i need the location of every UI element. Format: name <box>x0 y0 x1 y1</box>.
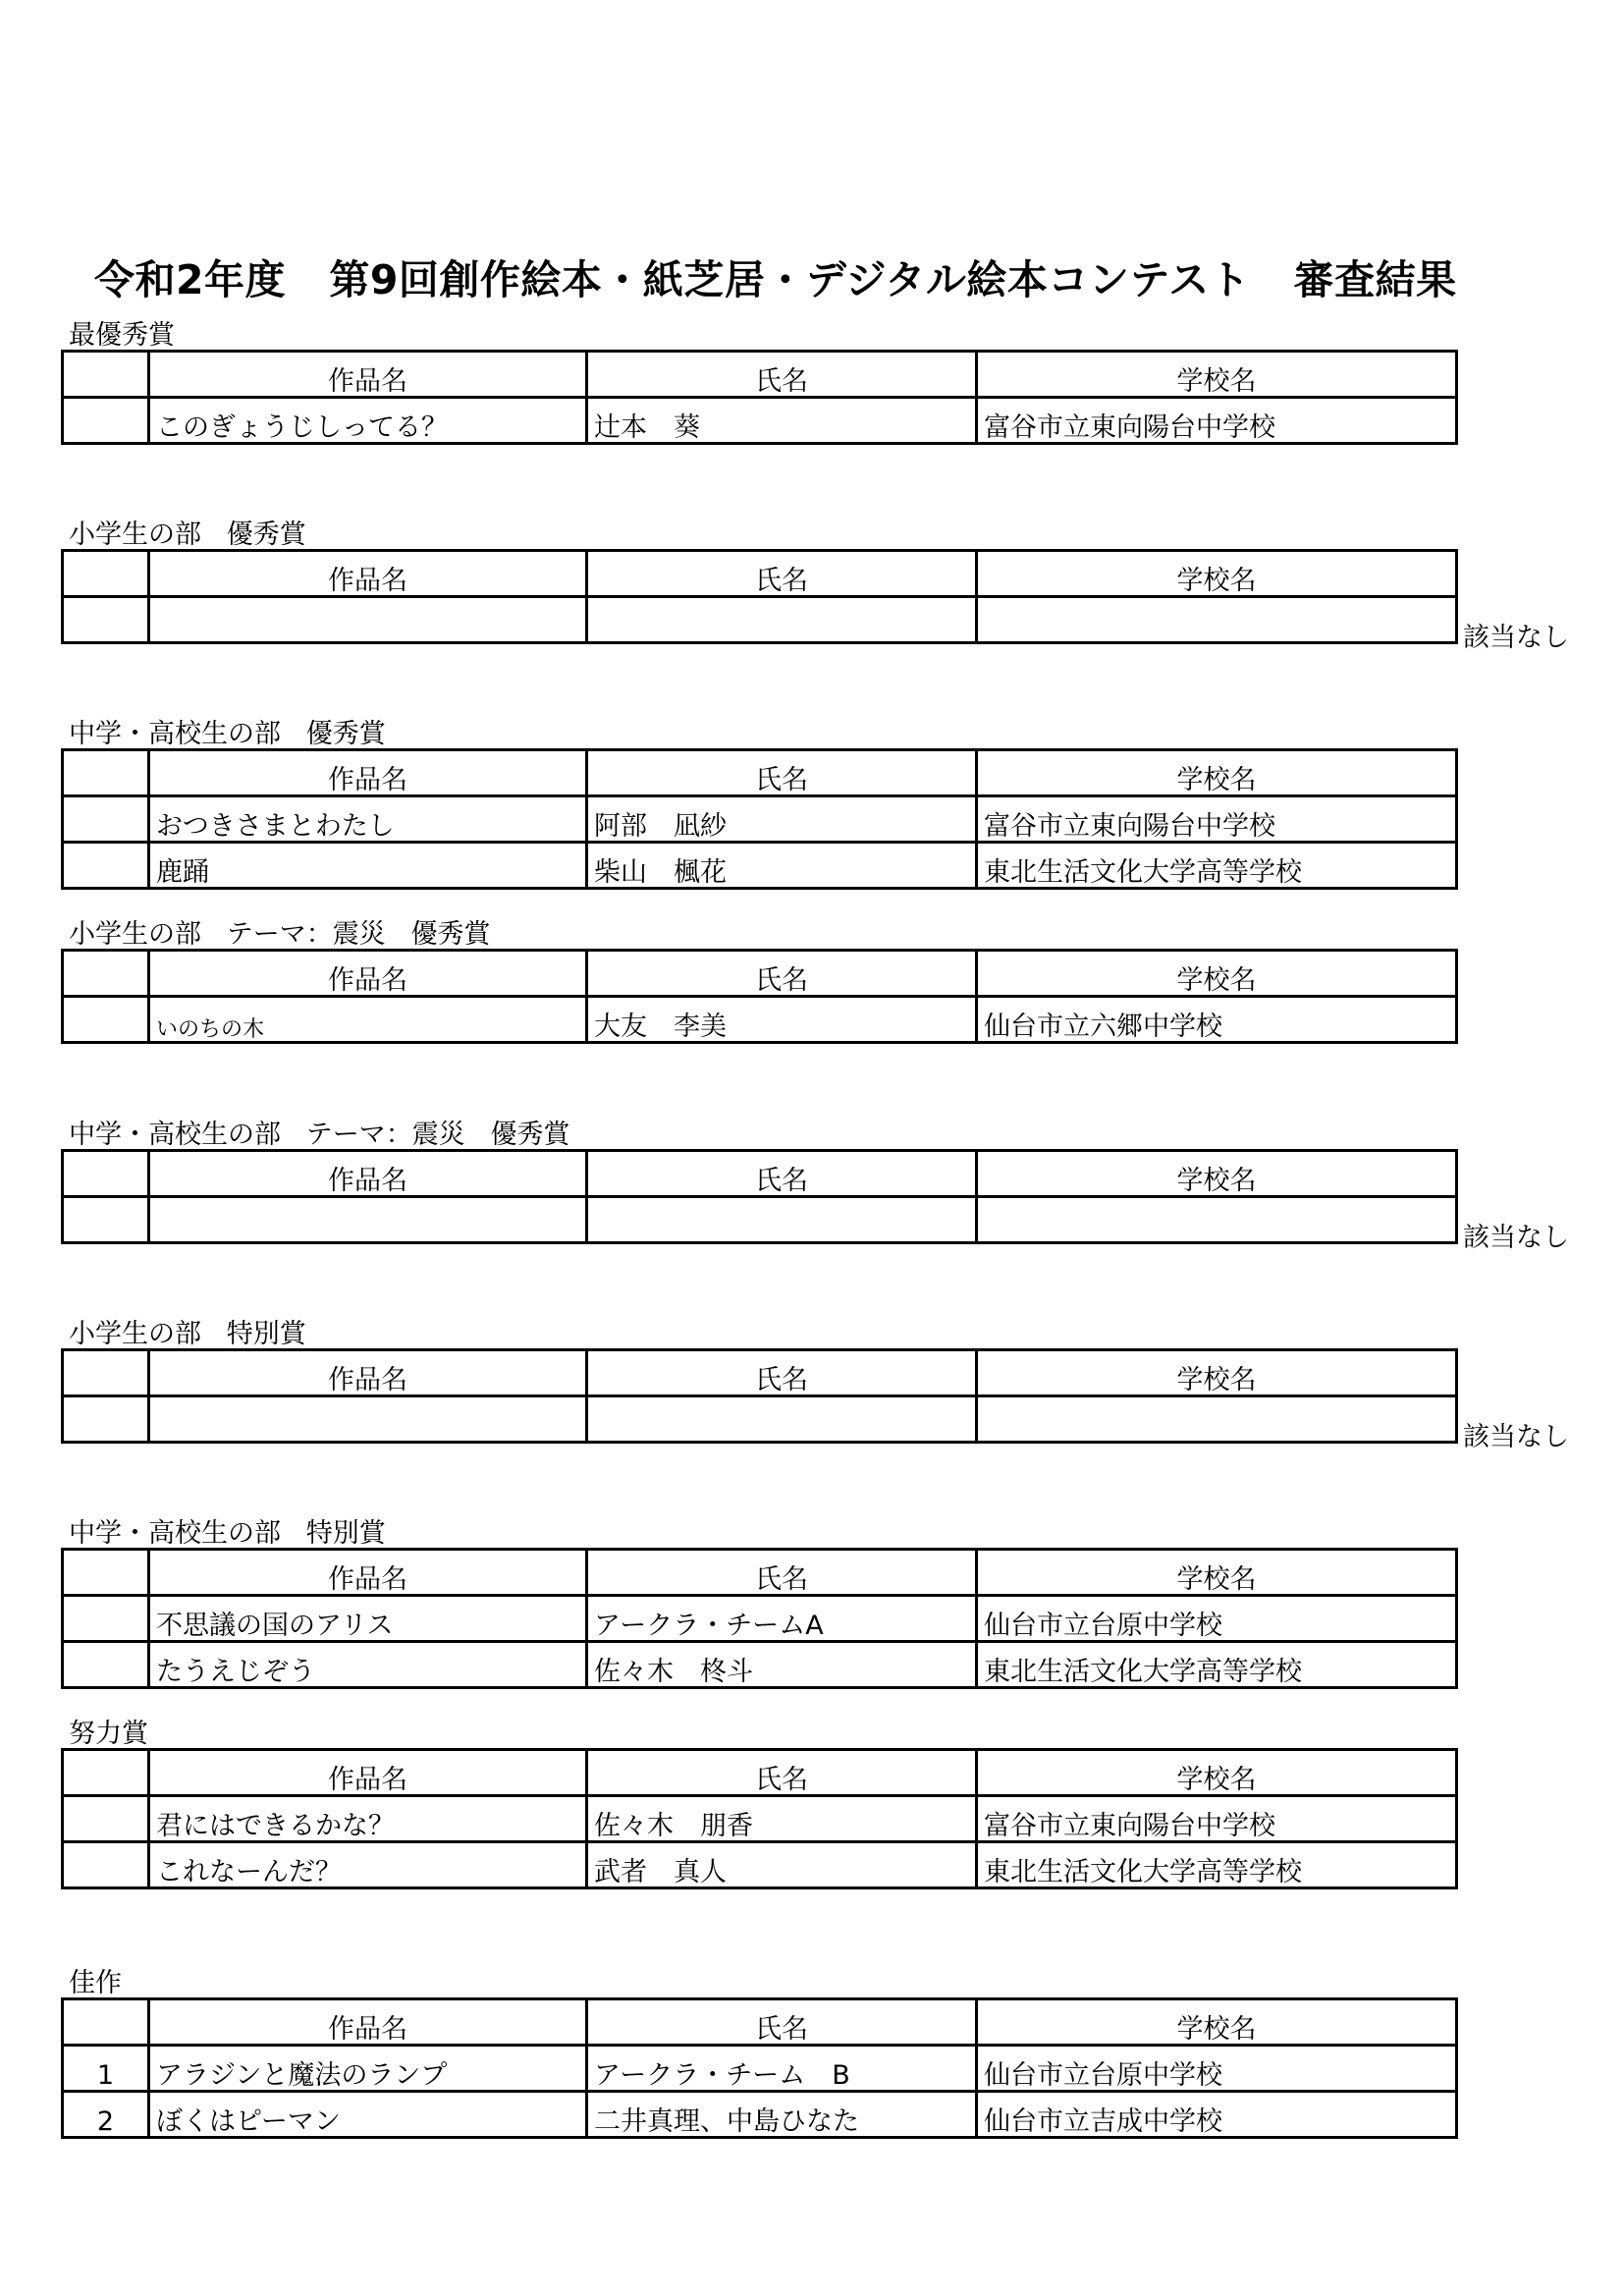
school-name: 仙台市立台原中学校 <box>977 2046 1457 2092</box>
section-label: 中学・高校生の部 優秀賞 <box>69 719 386 749</box>
section-elementary-disaster-theme <box>61 919 1455 1044</box>
header-school: 学校名 <box>977 951 1457 997</box>
table-row <box>63 398 1457 444</box>
work-title: 不思議の国のアリス <box>149 1596 587 1642</box>
page-title: 令和2年度 第9回創作絵本・紙芝居・デジタル絵本コンテスト 審査結果 <box>94 256 1457 303</box>
table-header-row <box>63 1151 1457 1197</box>
section-label: 小学生の部 優秀賞 <box>69 519 306 550</box>
row-number <box>63 843 149 889</box>
header-work: 作品名 <box>149 1750 587 1796</box>
school-name: 富谷市立東向陽台中学校 <box>977 796 1457 843</box>
table-row <box>63 997 1457 1043</box>
header-school: 学校名 <box>977 750 1457 796</box>
header-work: 作品名 <box>149 1151 587 1197</box>
header-school: 学校名 <box>977 1999 1457 2046</box>
results-table <box>61 1149 1458 1244</box>
work-title: アラジンと魔法のランプ <box>149 2046 587 2092</box>
table-header-row <box>63 951 1457 997</box>
school-name <box>977 597 1457 643</box>
header-no <box>63 951 149 997</box>
table-row <box>63 2092 1457 2138</box>
row-number: 1 <box>63 2046 149 2092</box>
work-title <box>149 1396 587 1443</box>
results-table <box>61 1997 1458 2139</box>
row-number <box>63 1796 149 1842</box>
no-winner-note: 該当なし <box>1463 1223 1569 1253</box>
header-work: 作品名 <box>149 551 587 597</box>
header-name: 氏名 <box>587 1750 977 1796</box>
results-table <box>61 1548 1458 1689</box>
row-number <box>63 398 149 444</box>
results-table <box>61 549 1458 644</box>
header-school: 学校名 <box>977 1151 1457 1197</box>
header-school: 学校名 <box>977 1350 1457 1396</box>
table-row <box>63 597 1457 643</box>
section-secondary-disaster-theme <box>61 1120 1569 1253</box>
author-name: 二井真理、中島ひなた <box>587 2092 977 2138</box>
author-name: 武者 真人 <box>587 1842 977 1888</box>
section-label: 努力賞 <box>69 1719 148 1749</box>
work-title <box>149 1197 587 1243</box>
school-name <box>977 1197 1457 1243</box>
section-label: 最優秀賞 <box>69 320 175 351</box>
no-winner-note: 該当なし <box>1463 623 1569 653</box>
row-number <box>63 1396 149 1443</box>
work-title: 鹿踊 <box>149 843 587 889</box>
results-table <box>61 1348 1458 1444</box>
row-number <box>63 796 149 843</box>
table-row <box>63 1642 1457 1688</box>
work-title: おつきさまとわたし <box>149 796 587 843</box>
table-row <box>63 843 1457 889</box>
table-header-row <box>63 750 1457 796</box>
header-name: 氏名 <box>587 551 977 597</box>
header-school: 学校名 <box>977 1550 1457 1596</box>
section-label: 佳作 <box>69 1968 122 1998</box>
header-no <box>63 1999 149 2046</box>
table-row <box>63 1396 1457 1443</box>
school-name: 仙台市立吉成中学校 <box>977 2092 1457 2138</box>
work-title: たうえじぞう <box>149 1642 587 1688</box>
author-name <box>587 1396 977 1443</box>
header-school: 学校名 <box>977 352 1457 398</box>
section-effort-award <box>61 1719 1455 1889</box>
school-name: 富谷市立東向陽台中学校 <box>977 1796 1457 1842</box>
author-name: アークラ・チームA <box>587 1596 977 1642</box>
work-title <box>149 597 587 643</box>
no-winner-note: 該当なし <box>1463 1422 1569 1452</box>
header-name: 氏名 <box>587 750 977 796</box>
table-row <box>63 1197 1457 1243</box>
header-no <box>63 1750 149 1796</box>
header-name: 氏名 <box>587 1350 977 1396</box>
section-label: 中学・高校生の部 テーマ：震災 優秀賞 <box>69 1120 570 1150</box>
header-name: 氏名 <box>587 1999 977 2046</box>
header-school: 学校名 <box>977 1750 1457 1796</box>
author-name: 辻本 葵 <box>587 398 977 444</box>
header-no <box>63 1550 149 1596</box>
section-elementary-special <box>61 1319 1569 1452</box>
section-label: 小学生の部 テーマ：震災 優秀賞 <box>69 919 491 950</box>
table-row <box>63 1596 1457 1642</box>
header-no <box>63 551 149 597</box>
header-work: 作品名 <box>149 750 587 796</box>
results-table <box>61 949 1458 1044</box>
header-no <box>63 1151 149 1197</box>
school-name: 東北生活文化大学高等学校 <box>977 1642 1457 1688</box>
author-name: 佐々木 朋香 <box>587 1796 977 1842</box>
row-number <box>63 1197 149 1243</box>
school-name: 東北生活文化大学高等学校 <box>977 843 1457 889</box>
table-header-row <box>63 1999 1457 2046</box>
table-row <box>63 1842 1457 1888</box>
row-number <box>63 1842 149 1888</box>
header-no <box>63 750 149 796</box>
header-name: 氏名 <box>587 1550 977 1596</box>
row-number <box>63 1642 149 1688</box>
header-no <box>63 352 149 398</box>
header-work: 作品名 <box>149 951 587 997</box>
table-header-row <box>63 352 1457 398</box>
section-elementary-excellence <box>61 519 1569 653</box>
header-work: 作品名 <box>149 1350 587 1396</box>
header-work: 作品名 <box>149 352 587 398</box>
section-honorable-mention <box>61 1968 1455 2139</box>
header-name: 氏名 <box>587 352 977 398</box>
table-row <box>63 796 1457 843</box>
author-name: アークラ・チーム B <box>587 2046 977 2092</box>
table-row <box>63 1796 1457 1842</box>
school-name: 仙台市立六郷中学校 <box>977 997 1457 1043</box>
author-name: 大友 李美 <box>587 997 977 1043</box>
work-title: 君にはできるかな？ <box>149 1796 587 1842</box>
header-name: 氏名 <box>587 1151 977 1197</box>
school-name: 仙台市立台原中学校 <box>977 1596 1457 1642</box>
row-number <box>63 997 149 1043</box>
row-number: 2 <box>63 2092 149 2138</box>
author-name: 佐々木 柊斗 <box>587 1642 977 1688</box>
header-no <box>63 1350 149 1396</box>
table-header-row <box>63 551 1457 597</box>
school-name <box>977 1396 1457 1443</box>
section-secondary-special <box>61 1518 1455 1689</box>
work-title: これなーんだ？ <box>149 1842 587 1888</box>
table-header-row <box>63 1350 1457 1396</box>
table-row <box>63 2046 1457 2092</box>
author-name: 阿部 凪紗 <box>587 796 977 843</box>
section-label: 小学生の部 特別賞 <box>69 1319 306 1349</box>
header-school: 学校名 <box>977 551 1457 597</box>
work-title: いのちの木 <box>149 997 587 1043</box>
results-table <box>61 748 1458 890</box>
section-label: 中学・高校生の部 特別賞 <box>69 1518 386 1549</box>
work-title: ぼくはピーマン <box>149 2092 587 2138</box>
table-header-row <box>63 1550 1457 1596</box>
author-name <box>587 597 977 643</box>
results-table <box>61 350 1458 445</box>
school-name: 富谷市立東向陽台中学校 <box>977 398 1457 444</box>
section-secondary-excellence <box>61 719 1455 890</box>
row-number <box>63 1596 149 1642</box>
table-header-row <box>63 1750 1457 1796</box>
work-title: このぎょうじしってる？ <box>149 398 587 444</box>
header-name: 氏名 <box>587 951 977 997</box>
author-name <box>587 1197 977 1243</box>
header-work: 作品名 <box>149 1999 587 2046</box>
section-grand-prize <box>61 320 1455 445</box>
school-name: 東北生活文化大学高等学校 <box>977 1842 1457 1888</box>
row-number <box>63 597 149 643</box>
header-work: 作品名 <box>149 1550 587 1596</box>
results-table <box>61 1748 1458 1889</box>
author-name: 柴山 楓花 <box>587 843 977 889</box>
